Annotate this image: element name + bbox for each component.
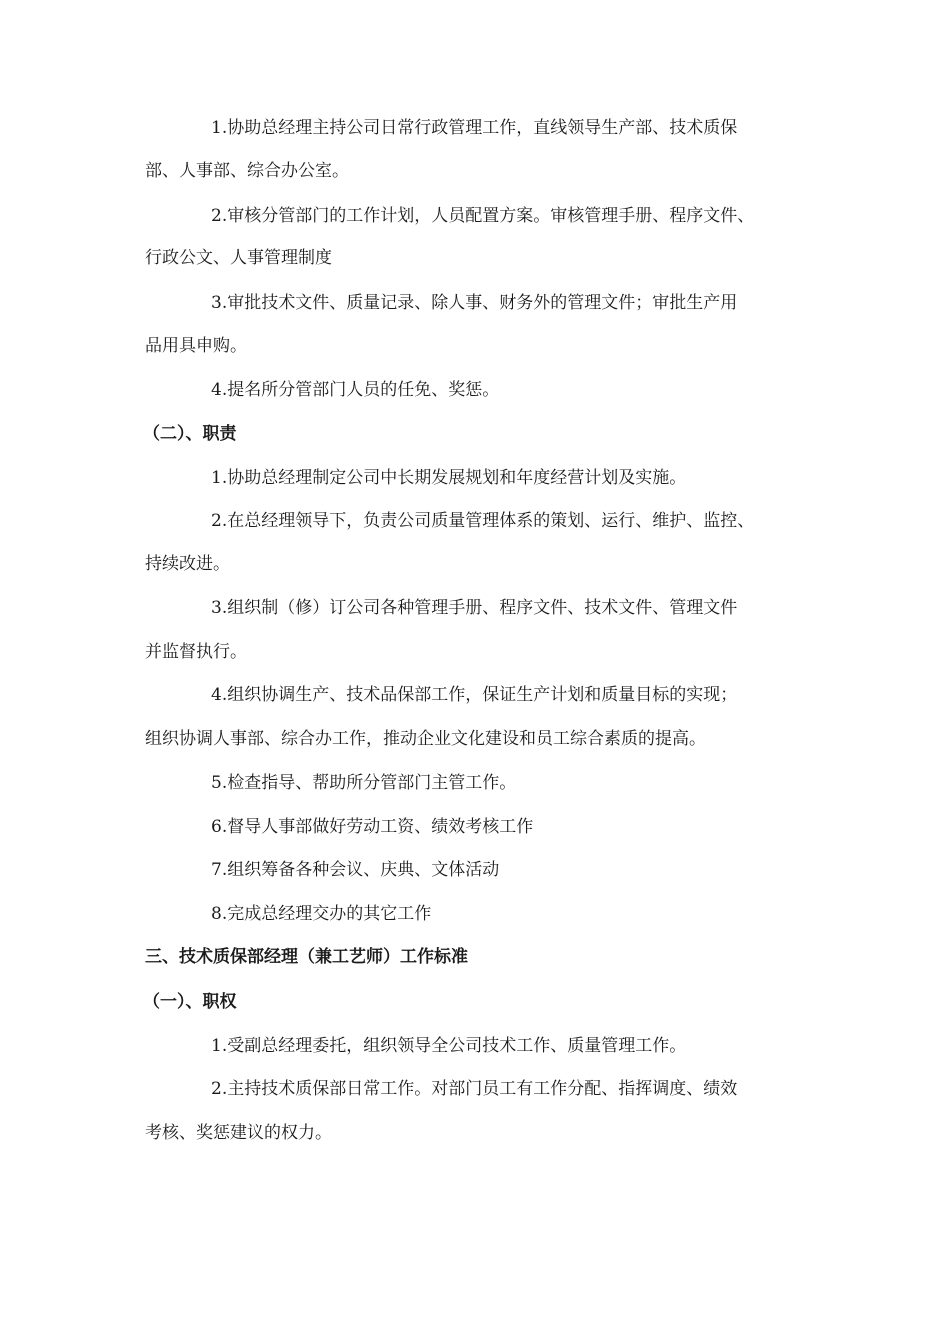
paragraph-line: 4.组织协调生产、技术品保部工作，保证生产计划和质量目标的实现； <box>211 685 738 705</box>
paragraph-line: 部、人事部、综合办公室。 <box>145 161 349 181</box>
paragraph-line: 行政公文、人事管理制度 <box>145 248 332 268</box>
paragraph-line: 2.主持技术质保部日常工作。对部门员工有工作分配、指挥调度、绩效 <box>211 1079 738 1099</box>
paragraph-line: 组织协调人事部、综合办工作，推动企业文化建设和员工综合素质的提高。 <box>145 729 706 749</box>
section-heading: （二）、职责 <box>143 424 237 444</box>
paragraph-line: 考核、奖惩建议的权力。 <box>145 1123 332 1143</box>
paragraph-line: 1.协助总经理制定公司中长期发展规划和年度经营计划及实施。 <box>211 468 687 488</box>
paragraph-line: 5.检查指导、帮助所分管部门主管工作。 <box>211 773 517 793</box>
paragraph-line: 持续改进。 <box>145 554 230 574</box>
paragraph-line: 6.督导人事部做好劳动工资、绩效考核工作 <box>211 817 534 837</box>
paragraph-line: 品用具申购。 <box>145 336 247 356</box>
section-heading: （一）、职权 <box>143 992 237 1012</box>
chapter-heading: 三、技术质保部经理（兼工艺师）工作标准 <box>145 947 468 967</box>
paragraph-line: 1.协助总经理主持公司日常行政管理工作，直线领导生产部、技术质保 <box>211 118 738 138</box>
paragraph-line: 2.审核分管部门的工作计划，人员配置方案。审核管理手册、程序文件、 <box>211 206 755 226</box>
paragraph-line: 2.在总经理领导下，负责公司质量管理体系的策划、运行、维护、监控、 <box>211 511 755 531</box>
paragraph-line: 4.提名所分管部门人员的任免、奖惩。 <box>211 380 500 400</box>
paragraph-line: 8.完成总经理交办的其它工作 <box>211 904 432 924</box>
paragraph-line: 7.组织筹备各种会议、庆典、文体活动 <box>211 860 500 880</box>
paragraph-line: 3.组织制（修）订公司各种管理手册、程序文件、技术文件、管理文件 <box>211 598 738 618</box>
paragraph-line: 1.受副总经理委托，组织领导全公司技术工作、质量管理工作。 <box>211 1036 687 1056</box>
paragraph-line: 3.审批技术文件、质量记录、除人事、财务外的管理文件；审批生产用 <box>211 293 738 313</box>
paragraph-line: 并监督执行。 <box>145 642 247 662</box>
